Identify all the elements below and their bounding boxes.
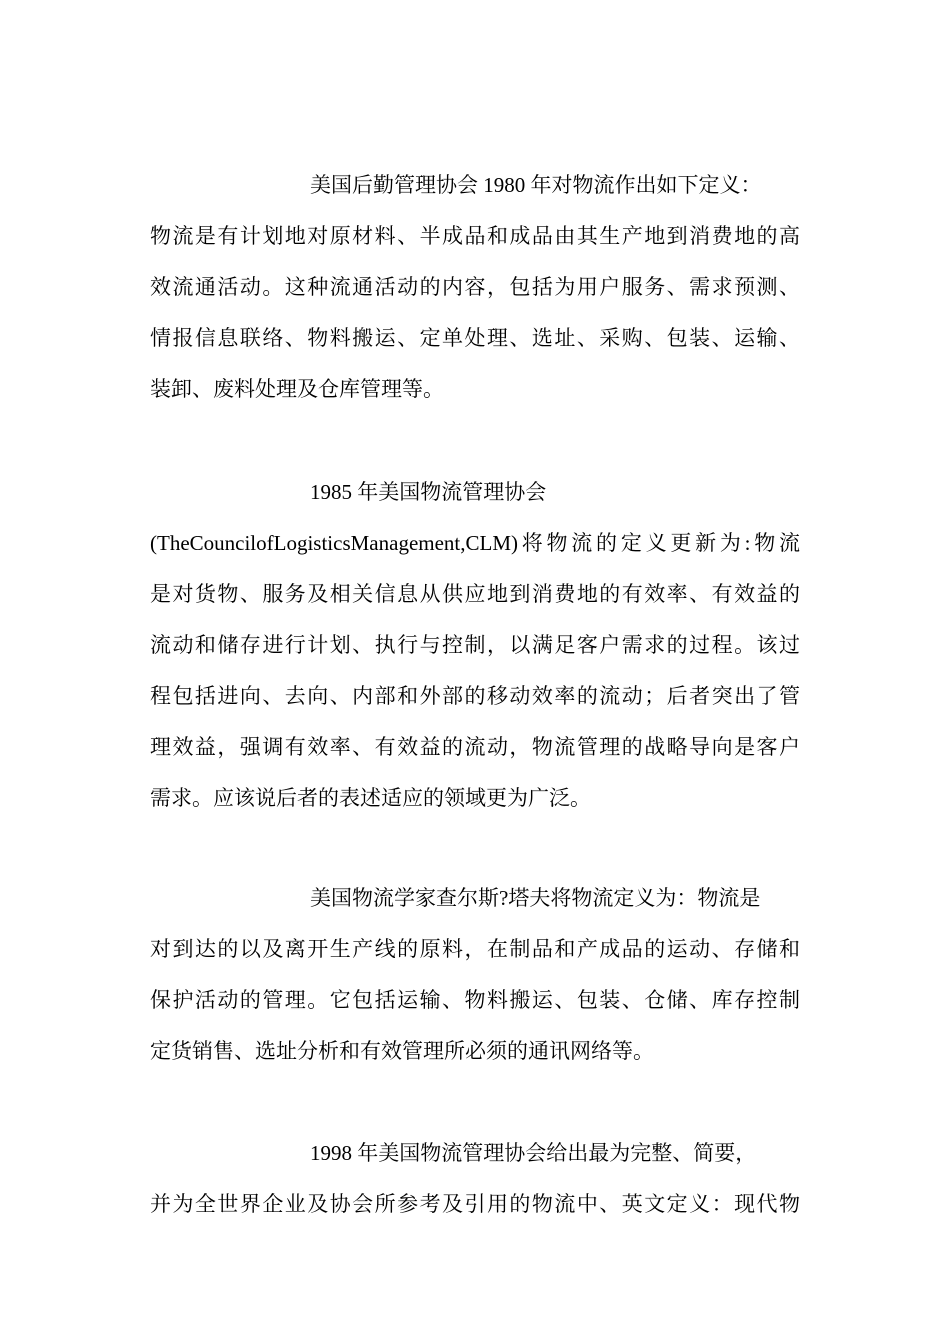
paragraph-1980-definition	[150, 160, 800, 415]
paragraph-line: 流动和储存进行计划、执行与控制，以满足客户需求的过程。该过	[150, 633, 800, 657]
paragraph-line: 是对货物、服务及相关信息从供应地到消费地的有效率、有效益的	[150, 582, 800, 606]
paragraph-1998-definition	[150, 1128, 800, 1230]
paragraph-line: 需求。应该说后者的表述适应的领域更为广泛。	[150, 786, 591, 810]
paragraph-line: 情报信息联络、物料搬运、定单处理、选址、采购、包装、运输、	[150, 326, 800, 350]
paragraph-line: (TheCouncilofLogisticsManagement,CLM)将物流的定义更新为:物流	[150, 531, 800, 555]
paragraph-line: 并为全世界企业及协会所参考及引用的物流中、英文定义：现代物	[150, 1192, 800, 1216]
paragraph-line: 1998 年美国物流管理协会给出最为完整、简要，	[310, 1141, 757, 1165]
paragraph-line: 理效益，强调有效率、有效益的流动，物流管理的战略导向是客户	[150, 735, 800, 759]
paragraph-1985-definition	[150, 467, 800, 824]
paragraph-line: 美国物流学家查尔斯?塔夫将物流定义为：物流是	[310, 886, 761, 910]
paragraph-line: 程包括进向、去向、内部和外部的移动效率的流动；后者突出了管	[150, 684, 800, 708]
paragraph-line: 对到达的以及离开生产线的原料，在制品和产成品的运动、存储和	[150, 937, 800, 961]
paragraph-line: 效流通活动。这种流通活动的内容，包括为用户服务、需求预测、	[150, 275, 800, 299]
paragraph-line: 物流是有计划地对原材料、半成品和成品由其生产地到消费地的高	[150, 224, 800, 248]
paragraph-line: 定货销售、选址分析和有效管理所必须的通讯网络等。	[150, 1039, 654, 1063]
paragraph-line: 1985 年美国物流管理协会	[310, 480, 547, 504]
paragraph-line: 保护活动的管理。它包括运输、物料搬运、包装、仓储、库存控制	[150, 988, 800, 1012]
paragraph-line: 装卸、废料处理及仓库管理等。	[150, 377, 444, 401]
paragraph-line: 美国后勤管理协会 1980 年对物流作出如下定义：	[310, 173, 762, 197]
paragraph-taff-definition	[150, 873, 800, 1077]
